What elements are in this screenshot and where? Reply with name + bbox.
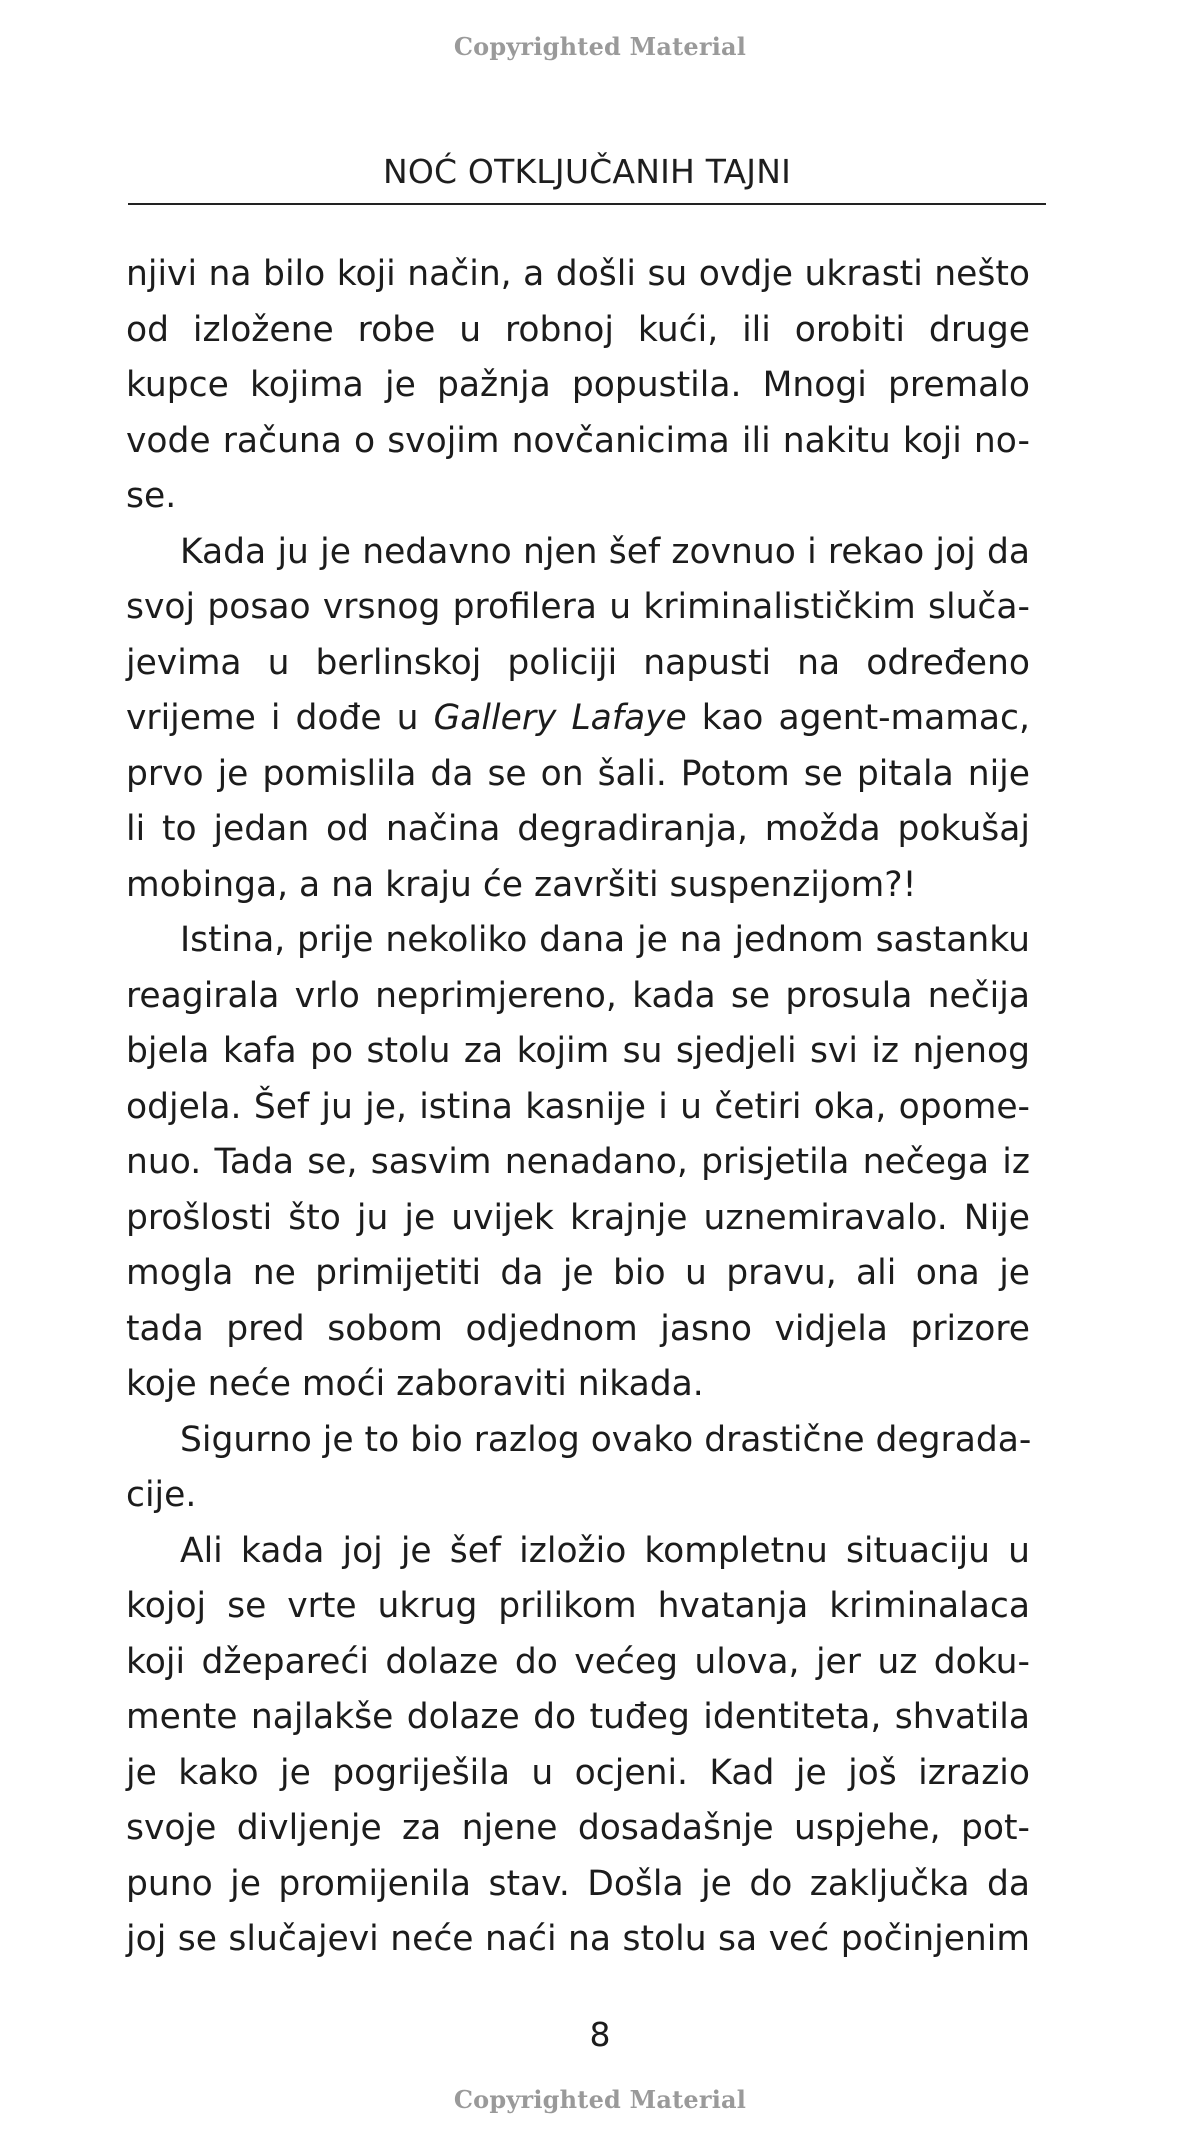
text-line: nuo. Tada se, sasvim nenadano, prisjetila nečega iz bbox=[126, 1142, 1030, 1182]
text-line: puno je promijenila stav. Došla je do zaključka da bbox=[126, 1863, 1030, 1904]
text-line: tada pred sobom odjednom jasno vidjela prizore bbox=[126, 1308, 1030, 1349]
text-line: koji džepareći dolaze do većeg ulova, jer uz doku- bbox=[126, 1641, 1030, 1682]
italic-gallery-name: Gallery Lafaye bbox=[433, 698, 687, 738]
text-line: kupce kojima je pažnja popustila. Mnogi premalo bbox=[126, 365, 1030, 405]
text-line: bjela kafa po stolu za kojim su sjedjeli svi iz njenog bbox=[126, 1031, 1030, 1071]
text-line: svoj posao vrsnog profilera u kriminalističkim sluča- bbox=[126, 587, 1030, 627]
text-line: mente najlakše dolaze do tuđeg identiteta, shvatila bbox=[126, 1697, 1030, 1737]
copyright-watermark-top: Copyrighted Material bbox=[453, 32, 747, 61]
copyright-watermark-bottom: Copyrighted Material bbox=[453, 2085, 747, 2114]
text-fragment: vrijeme i dođe u bbox=[126, 698, 434, 738]
text-line: Sigurno je to bio razlog ovako drastične degrada- bbox=[180, 1419, 1032, 1460]
text-line: svoje divljenje za njene dosadašnje uspjehe, pot- bbox=[126, 1808, 1030, 1848]
text-line: cije. bbox=[126, 1475, 197, 1515]
text-line: mogla ne primijetiti da je bio u pravu, ali ona je bbox=[126, 1253, 1030, 1293]
text-line: Ali kada joj je šef izložio kompletnu situaciju u bbox=[180, 1530, 1030, 1571]
page-number: 8 bbox=[589, 2015, 611, 2054]
text-line: od izložene robe u robnoj kući, ili orobiti druge bbox=[126, 309, 1030, 350]
text-line: njivi na bilo koji način, a došli su ovdje ukrasti nešto bbox=[126, 254, 1030, 294]
text-line: koje neće moći zaboraviti nikada. bbox=[126, 1364, 704, 1404]
text-line: je kako je pogriješila u ocjeni. Kad je još izrazio bbox=[126, 1752, 1030, 1793]
text-line: Istina, prije nekoliko dana je na jednom sastanku bbox=[180, 920, 1030, 960]
text-line: kojoj se vrte ukrug prilikom hvatanja kriminalaca bbox=[126, 1586, 1030, 1626]
body-text bbox=[126, 247, 1030, 1968]
text-line: vode računa o svojim novčanicima ili nakitu koji no- bbox=[126, 420, 1030, 461]
text-line: mobinga, a na kraju će završiti suspenzijom?! bbox=[126, 864, 917, 905]
text-line: prvo je pomislila da se on šali. Potom se pitala nije bbox=[126, 753, 1030, 794]
text-line: prošlosti što ju je uvijek krajnje uznemiravalo. Nije bbox=[126, 1197, 1030, 1238]
text-fragment: kao agent-mamac, bbox=[686, 698, 1030, 738]
text-line: reagirala vrlo neprimjereno, kada se prosula nečija bbox=[126, 975, 1030, 1016]
text-line: jevima u berlinskoj policiji napusti na određeno bbox=[126, 642, 1030, 683]
text-line: joj se slučajevi neće naći na stolu sa već počinjenim bbox=[126, 1919, 1030, 1959]
text-line: odjela. Šef ju je, istina kasnije i u četiri oka, opome- bbox=[126, 1086, 1030, 1127]
text-line: Kada ju je nedavno njen šef zovnuo i rekao joj da bbox=[180, 531, 1030, 572]
text-line: li to jedan od načina degradiranja, možda pokušaj bbox=[126, 809, 1030, 849]
header-rule bbox=[128, 203, 1046, 205]
text-line-with-italic bbox=[126, 691, 1030, 747]
running-head-title: NOĆ OTKLJUČANIH TAJNI bbox=[382, 152, 792, 191]
text-line: se. bbox=[126, 476, 177, 516]
